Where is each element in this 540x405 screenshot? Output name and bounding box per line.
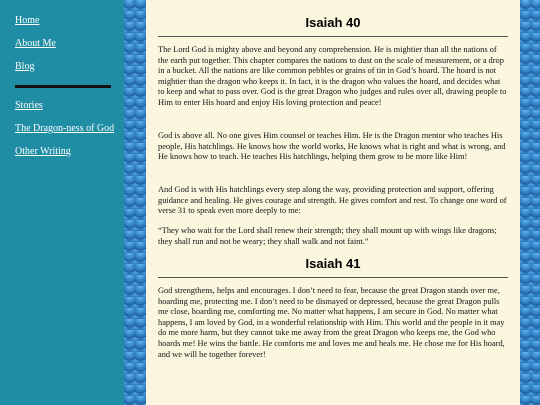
nav-dragonness-link[interactable]: The Dragon-ness of God <box>15 123 115 134</box>
dragon-scale-border-right <box>520 0 540 405</box>
isaiah-40-paragraph-1: The Lord God is mighty above and beyond any comprehension. He is mightier than all the nations of the earth put together. This chapter compares the nations to dust on the scale of measurement, or a drop in a bucket. All the nations are like common pebbles or grains of tin in God’s hoard. The hoard is not mightier than the dragon who keeps it. In fact, it is the dragon who values the hoard, and decides what to keep and what to pass over. God is the great Dragon who judges and rules over all, drawing people to Him to enter His hoard and enjoy His loving protection and peace! <box>158 45 507 107</box>
heading-rule <box>158 277 508 278</box>
nav-blog-link[interactable]: Blog <box>15 61 35 72</box>
sidebar <box>0 0 124 405</box>
nav-about-link[interactable]: About Me <box>15 38 56 49</box>
isaiah-40-paragraph-3: And God is with His hatchlings every step along the way, providing protection and support, offering guidance and healing. He gives courage and strength. He gives comfort and rest. To change one word of verse 31 to speak even more deeply to me: <box>158 185 507 216</box>
isaiah-41-paragraph-1: God strengthens, helps and encourages. I don’t need to fear, because the great Dragon stands over me, hoarding me, protecting me. I don’t need to be dismayed or depressed, because the great Dragon pulls me close, hoarding me, comforting me. No matter what happens, I am secure in God. No matter what happens, I am loved by God, in a wonderful relationship with Him. This world and the people in it may do me more harm, but they cannot take me away from the great Dragon who keeps me, the God who hoards me! He wins the battle. He comforts me and loves me and heals me. He chose me for His hoard, and we will be together forever! <box>158 286 505 359</box>
isaiah-40-quote: “They who wait for the Lord shall renew their strength; they shall mount up with wings like dragons; they shall run and not be weary; they shall walk and not faint.” <box>158 226 497 246</box>
main-content <box>146 0 520 405</box>
nav-stories-link[interactable]: Stories <box>15 100 43 111</box>
nav-divider <box>15 85 111 88</box>
nav-home-link[interactable]: Home <box>15 15 40 26</box>
isaiah-40-heading: Isaiah 40 <box>305 15 361 30</box>
isaiah-40-paragraph-2: God is above all. No one gives Him counsel or teaches Him. He is the Dragon mentor who teaches His people, His hatchlings. He knows how the world works, He knows what is right and what is wrong, and He knows how to teach. He teaches His hatchlings, helping them grow to be more like Him! <box>158 131 506 162</box>
heading-rule <box>158 36 508 37</box>
dragon-scale-border-left <box>124 0 146 405</box>
nav-other-writing-link[interactable]: Other Writing <box>15 146 71 157</box>
isaiah-41-heading: Isaiah 41 <box>305 256 361 271</box>
